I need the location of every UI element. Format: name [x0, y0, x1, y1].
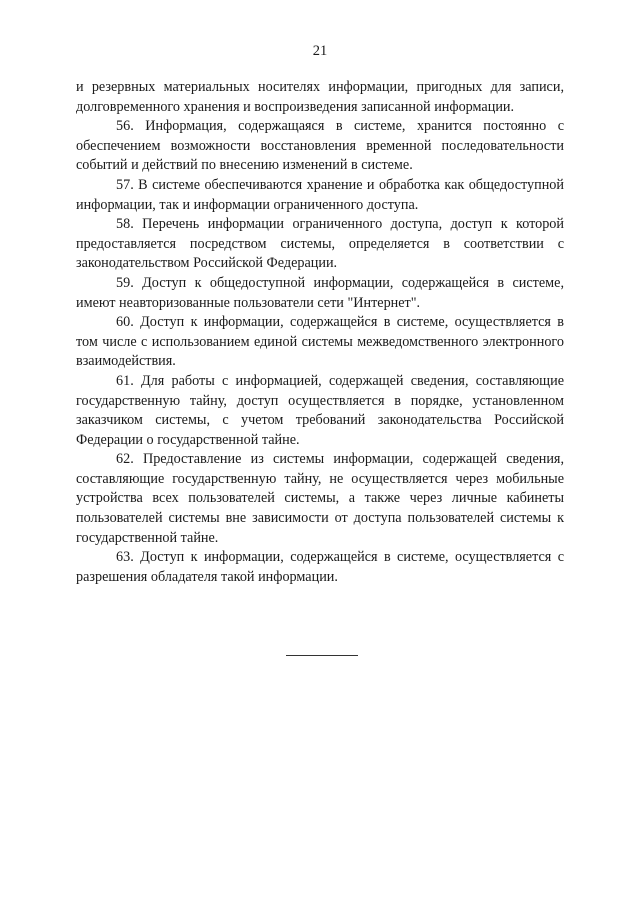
end-of-document-rule — [286, 655, 358, 656]
paragraph-60: 60. Доступ к информации, содержащейся в системе, осуществляется в том числе с использованием единой системы межведомственного электронного взаимодействия. — [76, 314, 564, 370]
paragraph-63: 63. Доступ к информации, содержащейся в системе, осуществляется с разрешения обладателя такой информации. — [76, 549, 564, 585]
paragraph-59: 59. Доступ к общедоступной информации, содержащейся в системе, имеют неавторизованные пользователи сети "Интернет". — [76, 274, 564, 311]
paragraph-61: 61. Для работы с информацией, содержащей сведения, составляющие государственную тайну, доступ осуществляется в порядке, установленном заказчиком системы, с учетом требований законодательства Российской Федерации о государственной тайне. — [76, 372, 564, 448]
paragraph-58: 58. Перечень информации ограниченного доступа, доступ к которой предоставляется посредством системы, определяется в соответствии с законодательством Российской Федерации. — [76, 216, 564, 272]
paragraph-56: 56. Информация, содержащаяся в системе, хранится постоянно с обеспечением возможности восстановления временной последовательности событий и действий по внесению изменений в системе. — [76, 118, 564, 174]
paragraph-57: 57. В системе обеспечиваются хранение и обработка как общедоступной информации, так и информации ограниченного доступа. — [76, 176, 564, 213]
paragraph-continuation: и резервных материальных носителях информации, пригодных для записи, долговременного хранения и воспроизведения записанной информации. — [76, 79, 564, 115]
document-body — [76, 78, 564, 587]
paragraph-62: 62. Предоставление из системы информации, содержащей сведения, составляющие государственную тайну, не осуществляется через мобильные устройства всех пользователей системы, а также через личные кабинеты пользователей системы вне зависимости от доступа пользователей системы к государственной тайне. — [76, 451, 564, 546]
page-number: 21 — [312, 43, 328, 59]
